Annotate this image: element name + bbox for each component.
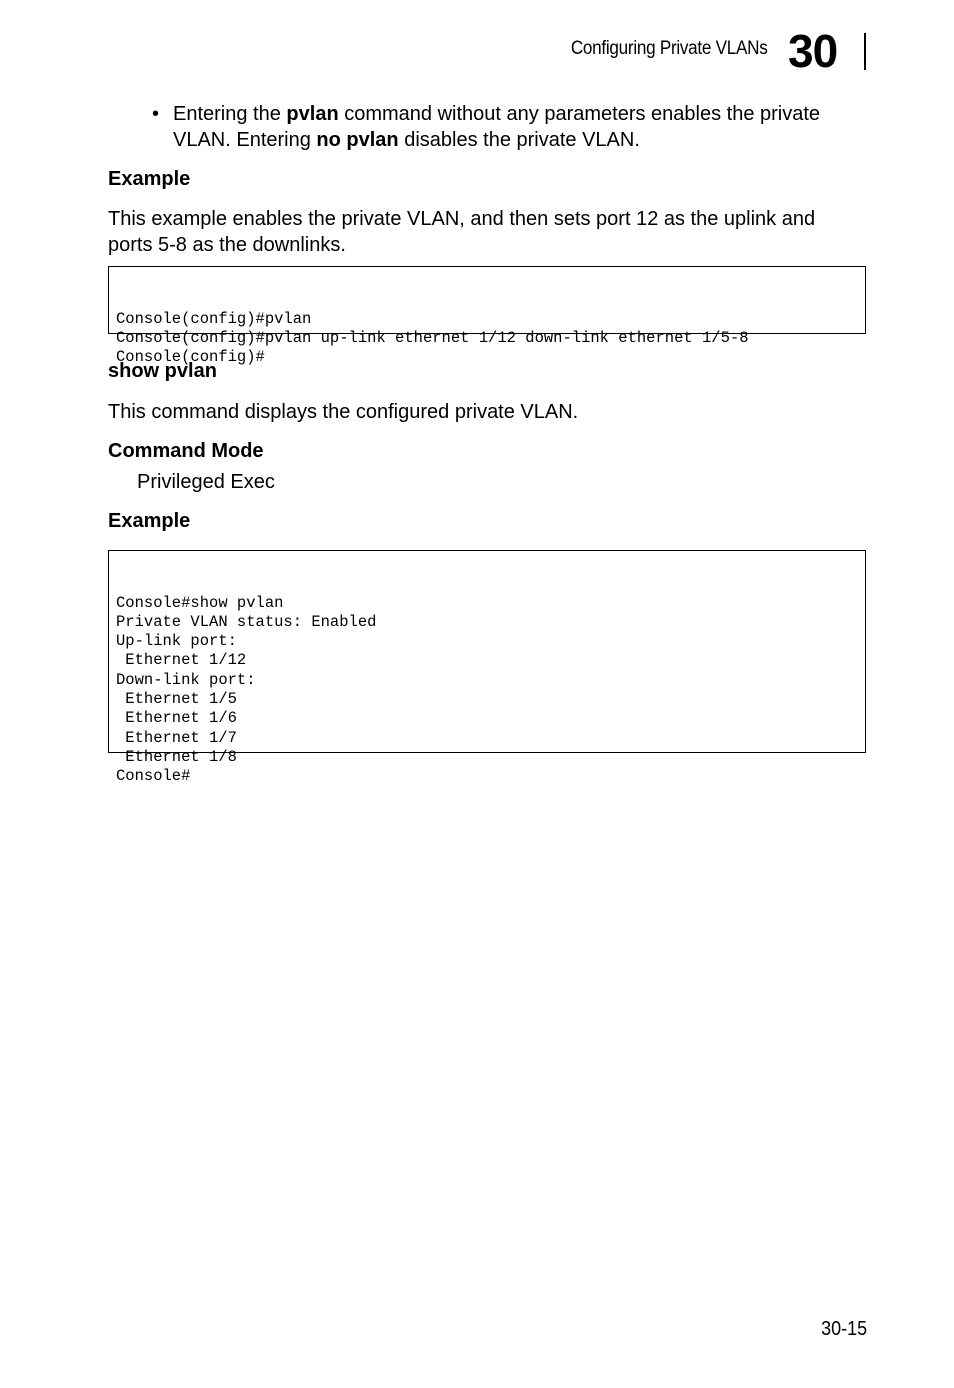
- bullet-command-pvlan: pvlan: [286, 103, 339, 125]
- code-line: Console(config)#pvlan up-link ethernet 1/12 down-link ethernet 1/5-8: [116, 328, 749, 347]
- example-description: This example enables the private VLAN, and then sets port 12 as the uplink and ports 5-8 as the downlinks.: [108, 208, 816, 256]
- code-line: Console#: [116, 767, 191, 786]
- section-title: show pvlan: [108, 360, 217, 382]
- code-line: Console#show pvlan: [116, 593, 284, 612]
- chapter-divider: [864, 33, 866, 70]
- code-line: Ethernet 1/8: [116, 747, 237, 766]
- code-line: Private VLAN status: Enabled: [116, 612, 377, 631]
- command-mode-value: Privileged Exec: [137, 471, 275, 493]
- bullet-command-no-pvlan: no pvlan: [316, 129, 399, 151]
- code-line: Console(config)#: [116, 348, 265, 367]
- code-line: Ethernet 1/12: [116, 651, 247, 670]
- code-line: Down-link port:: [116, 670, 256, 689]
- page-number: 30-15: [820, 1318, 867, 1340]
- section-description: This command displays the configured private VLAN.: [108, 401, 579, 423]
- chapter-number: 30: [788, 25, 838, 77]
- example-heading: Example: [108, 168, 191, 190]
- code-line: Console(config)#pvlan: [116, 309, 312, 328]
- code-line: Up-link port:: [116, 632, 237, 651]
- bullet-text: [173, 101, 863, 153]
- code-line: Ethernet 1/6: [116, 709, 237, 728]
- bullet-text-part: Entering the: [173, 103, 287, 125]
- example-heading: Example: [108, 510, 191, 532]
- code-block-show: [108, 550, 866, 786]
- code-block-config: [108, 266, 866, 367]
- code-line: Ethernet 1/5: [116, 690, 237, 709]
- bullet-text-part: command without any parameters enables the private VLAN. Entering: [173, 103, 821, 151]
- code-line: Ethernet 1/7: [116, 728, 237, 747]
- command-mode-heading: Command Mode: [108, 440, 264, 462]
- bullet-dot-icon: •: [152, 103, 160, 125]
- bullet-text-part: disables the private VLAN.: [398, 129, 640, 151]
- chapter-title: Configuring Private VLANs: [570, 38, 767, 59]
